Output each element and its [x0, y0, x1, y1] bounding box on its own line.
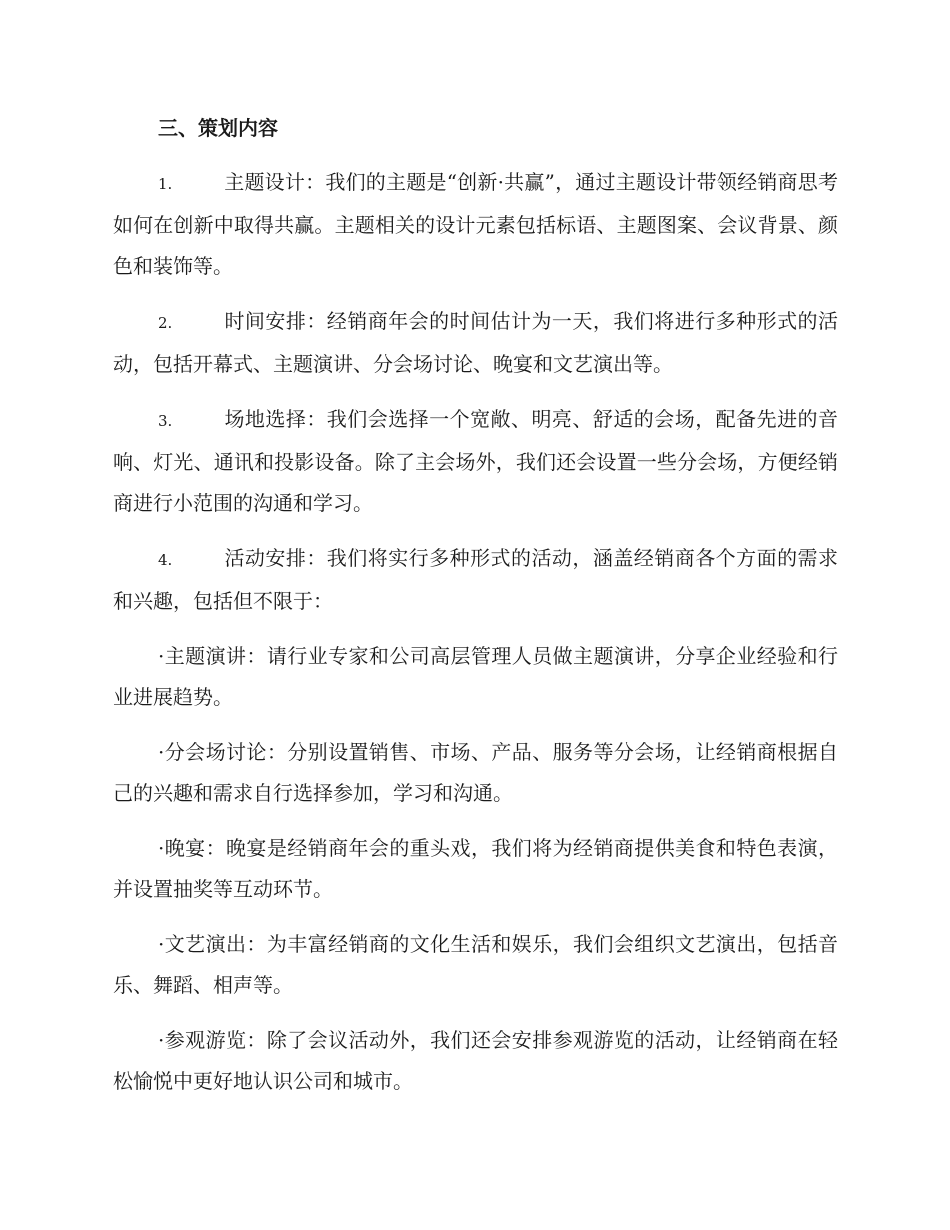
- item-text: 时间安排：经销商年会的时间估计为一天，我们将进行多种形式的活动，包括开幕式、主题演讲、分会场讨论、晚宴和文艺演出等。: [113, 309, 838, 376]
- item-number: 4.: [158, 551, 173, 569]
- item-text: 活动安排：我们将实行多种形式的活动，涵盖经销商各个方面的需求和兴趣，包括但不限于：: [113, 546, 838, 613]
- bullet-item-breakout: ·分会场讨论：分别设置销售、市场、产品、服务等分会场，让经销商根据自己的兴趣和需求自行选择参加，学习和沟通。: [113, 740, 838, 805]
- section-heading: 三、策划内容: [158, 116, 278, 140]
- item-text: 主题设计：我们的主题是“创新·共赢”，通过主题设计带领经销商思考如何在创新中取得共赢。主题相关的设计元素包括标语、主题图案、会议背景、颜色和装饰等。: [113, 170, 838, 278]
- item-number: 1.: [158, 175, 173, 193]
- item-number: 2.: [158, 314, 173, 332]
- document-body: [113, 108, 838, 1102]
- list-item-1: [113, 162, 838, 287]
- bullet-item-tour: ·参观游览：除了会议活动外，我们还会安排参观游览的活动，让经销商在轻松愉悦中更好地认识公司和城市。: [113, 1028, 838, 1093]
- list-item-3: [113, 399, 838, 524]
- item-number: 3.: [158, 412, 173, 430]
- bullet-item-performance: ·文艺演出：为丰富经销商的文化生活和娱乐，我们会组织文艺演出，包括音乐、舞蹈、相声等。: [113, 932, 838, 997]
- bullet-item-keynote: ·主题演讲：请行业专家和公司高层管理人员做主题演讲，分享企业经验和行业进展趋势。: [113, 644, 838, 709]
- list-item-4: [113, 538, 838, 622]
- bullet-item-banquet: ·晚宴：晚宴是经销商年会的重头戏，我们将为经销商提供美食和特色表演，并设置抽奖等互动环节。: [113, 836, 838, 901]
- item-text: 场地选择：我们会选择一个宽敞、明亮、舒适的会场，配备先进的音响、灯光、通讯和投影设备。除了主会场外，我们还会设置一些分会场，方便经销商进行小范围的沟通和学习。: [113, 407, 838, 515]
- list-item-2: [113, 301, 838, 385]
